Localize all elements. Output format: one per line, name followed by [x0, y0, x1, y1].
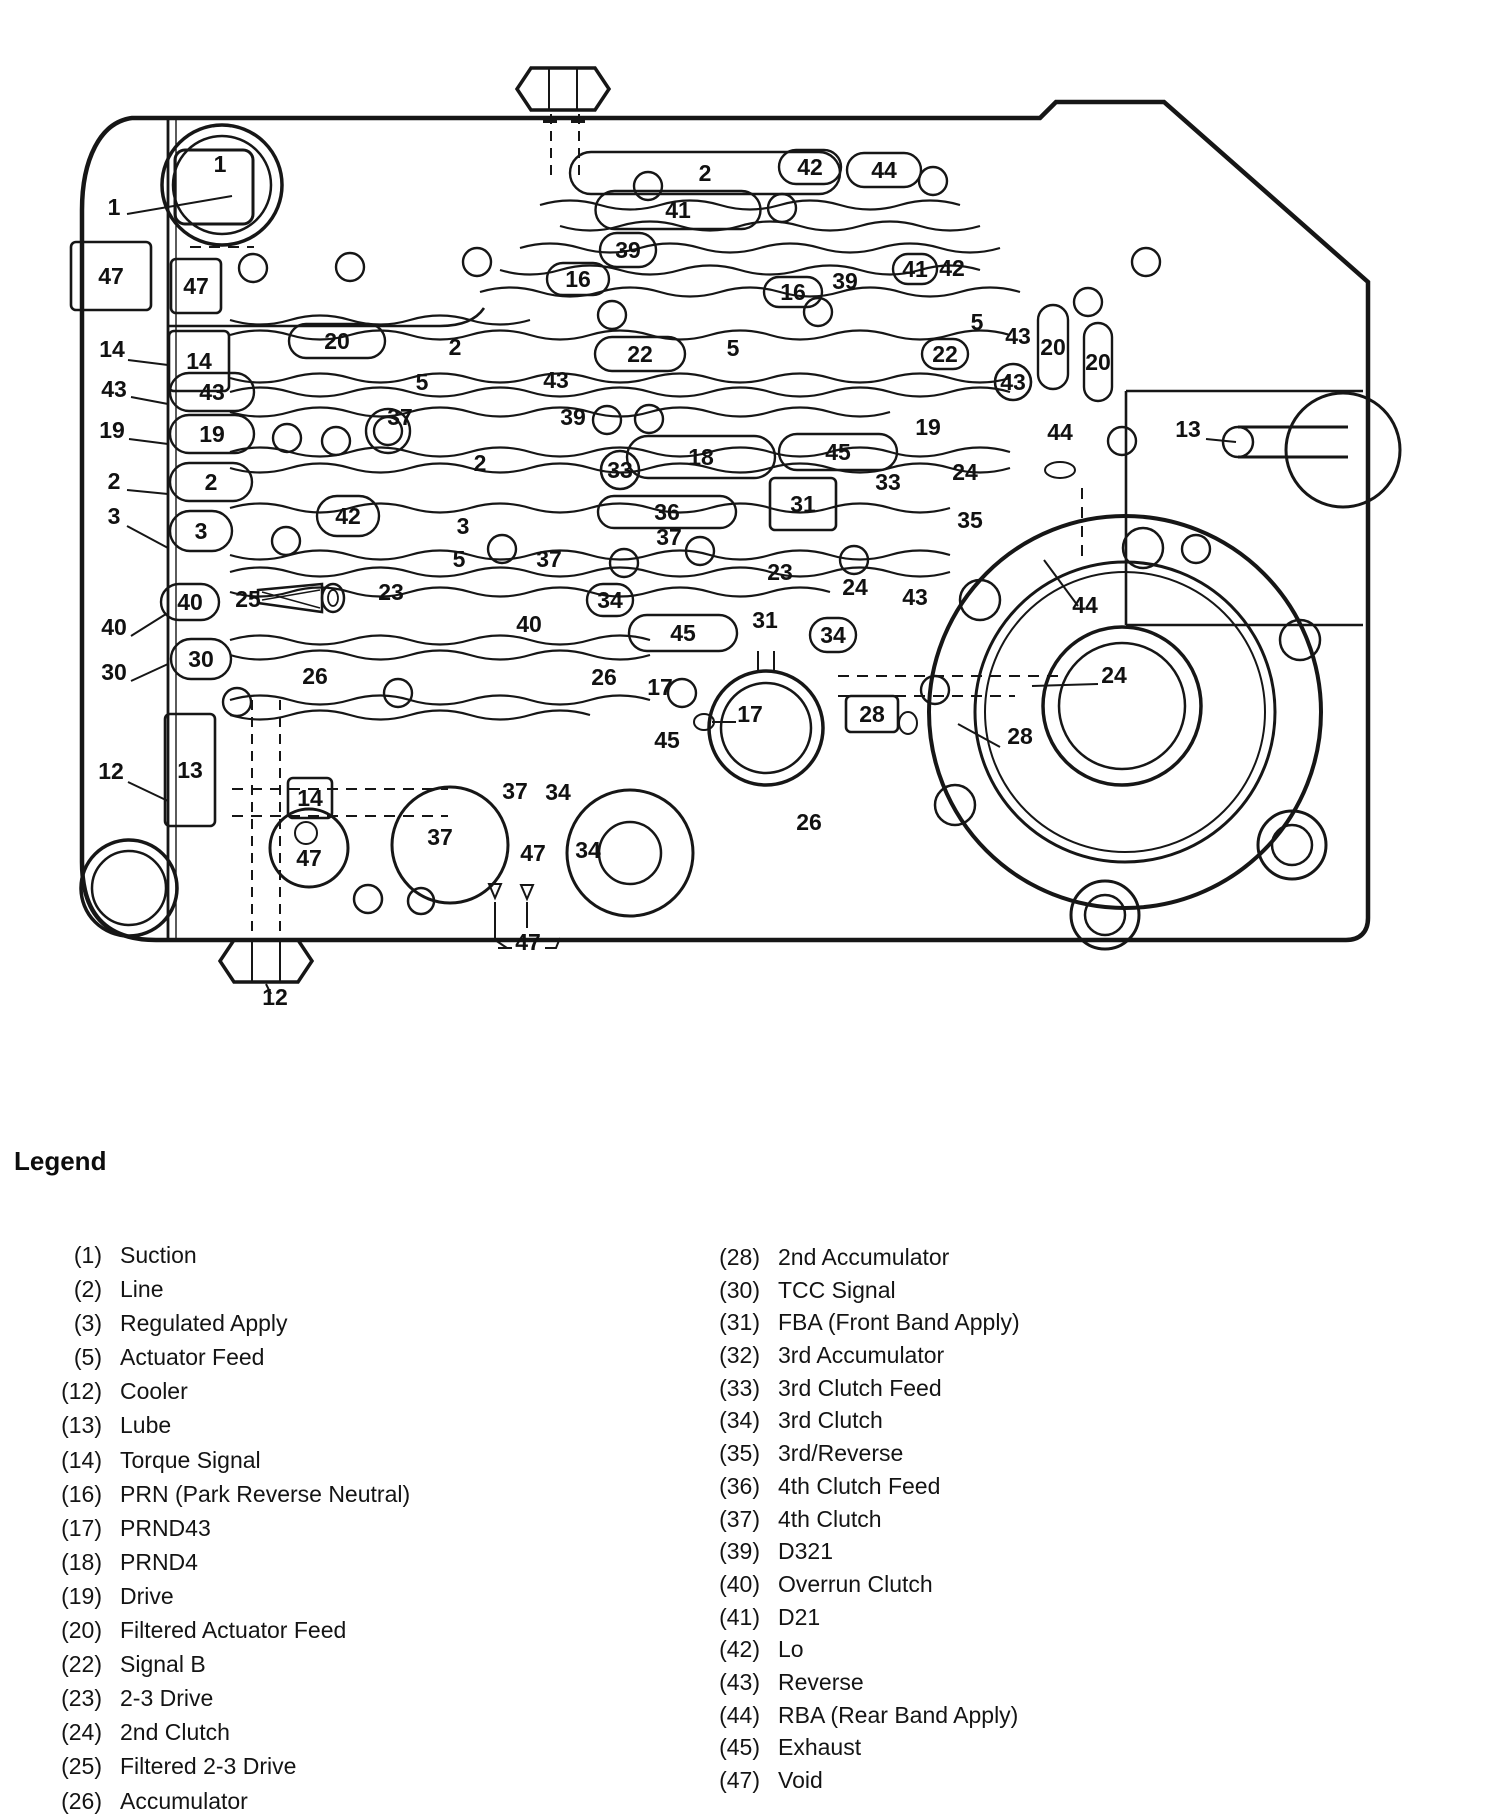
diagram-label: 47	[98, 263, 124, 289]
legend-item	[30, 1788, 410, 1820]
diagram-label: 5	[970, 309, 984, 335]
diagram-label: 41	[902, 256, 928, 282]
legend-item-number: (31)	[719, 1309, 760, 1336]
diagram-label: 37	[427, 824, 453, 850]
diagram-label: 2	[204, 469, 218, 495]
legend-item-label: Drive	[120, 1582, 174, 1609]
callout-label: 12	[98, 758, 124, 784]
legend-item-label: Torque Signal	[120, 1446, 261, 1473]
callout-label: 40	[101, 614, 127, 640]
diagram-label: 39	[615, 237, 641, 263]
diagram-label: 43	[543, 367, 569, 393]
legend-item-label: Filtered Actuator Feed	[120, 1617, 347, 1644]
diagram-label: 31	[790, 491, 816, 517]
legend-item	[30, 1481, 410, 1515]
legend-item-number: (30)	[719, 1276, 760, 1303]
legend-item-number: (20)	[61, 1617, 102, 1644]
legend-item-label: RBA (Rear Band Apply)	[778, 1701, 1019, 1728]
legend-item-number: (14)	[61, 1446, 102, 1473]
callout-label: 1	[107, 194, 121, 220]
diagram-label: 34	[820, 622, 846, 648]
legend-item	[30, 1412, 410, 1446]
legend-item	[30, 1685, 410, 1719]
legend-item-number: (44)	[719, 1701, 760, 1728]
legend-item-number: (22)	[61, 1651, 102, 1678]
legend-item-number: (17)	[61, 1514, 102, 1541]
diagram-label: 37	[536, 546, 562, 572]
diagram-label: 34	[597, 587, 623, 613]
diagram-label: 3	[194, 518, 208, 544]
legend-item-number: (24)	[61, 1719, 102, 1746]
legend-item-number: (42)	[719, 1636, 760, 1663]
legend-item-number: (16)	[61, 1480, 102, 1507]
legend-item-label: Overrun Clutch	[778, 1570, 933, 1597]
legend-item-number: (3)	[73, 1310, 102, 1337]
legend-item-label: Lube	[120, 1412, 172, 1439]
legend-item	[30, 1651, 410, 1685]
legend-item-number: (40)	[719, 1570, 760, 1597]
legend-item-number: (36)	[719, 1472, 760, 1499]
diagram-label: 41	[665, 197, 691, 223]
diagram-label: 24	[952, 459, 978, 485]
legend-item-number: (26)	[61, 1787, 102, 1814]
diagram-label: 14	[297, 785, 323, 811]
diagram-label: 37	[502, 778, 528, 804]
legend-item-number: (32)	[719, 1342, 760, 1369]
diagram-label: 44	[1072, 592, 1098, 618]
legend-item	[688, 1702, 1020, 1735]
diagram-label: 47	[515, 929, 541, 955]
diagram-label: 1	[213, 151, 227, 177]
legend-item-number: (33)	[719, 1374, 760, 1401]
diagram-label: 22	[932, 341, 958, 367]
legend-item-number: (47)	[719, 1767, 760, 1793]
diagram-label: 2	[448, 334, 462, 360]
diagram-label: 36	[654, 499, 680, 525]
diagram-label: 24	[1101, 662, 1127, 688]
legend-item	[30, 1617, 410, 1651]
diagram-label: 26	[302, 663, 328, 689]
diagram-label: 33	[607, 457, 633, 483]
legend-item-label: D321	[778, 1538, 833, 1565]
legend-item-number: (18)	[61, 1548, 102, 1575]
diagram-label: 20	[1040, 334, 1066, 360]
legend-item-label: 2nd Accumulator	[778, 1244, 950, 1270]
legend-item	[688, 1277, 1020, 1310]
diagram-label: 37	[387, 404, 413, 430]
legend-item	[688, 1767, 1020, 1800]
legend-item	[688, 1571, 1020, 1604]
diagram-number-labels	[98, 151, 1201, 1010]
diagram-label: 2	[698, 160, 712, 186]
legend-item-number: (28)	[719, 1244, 760, 1270]
callout-label: 3	[107, 503, 121, 529]
legend-item-label: Reverse	[778, 1668, 864, 1695]
legend-item	[688, 1342, 1020, 1375]
diagram-label: 42	[939, 255, 965, 281]
diagram-label: 5	[726, 335, 740, 361]
legend-item	[30, 1549, 410, 1583]
diagram-label: 17	[737, 701, 763, 727]
diagram-label: 43	[199, 379, 225, 405]
legend-title: Legend	[14, 1146, 107, 1176]
legend-left-column	[30, 1242, 410, 1820]
legend-item-label: Signal B	[120, 1651, 206, 1678]
legend-item-number: (35)	[719, 1440, 760, 1467]
diagram-label: 39	[560, 404, 586, 430]
diagram-label: 3	[456, 513, 470, 539]
legend-item	[688, 1309, 1020, 1342]
legend-item-label: Filtered 2-3 Drive	[120, 1753, 297, 1780]
callout-label: 13	[1175, 416, 1201, 442]
legend-item-label: 3rd Clutch	[778, 1407, 883, 1434]
legend-item-label: TCC Signal	[778, 1276, 896, 1303]
callout-label: 14	[99, 336, 125, 362]
diagram-label: 18	[688, 444, 714, 470]
legend-item-label: 3rd Accumulator	[778, 1342, 945, 1369]
diagram-label: 43	[1005, 323, 1031, 349]
diagram-label: 35	[957, 507, 983, 533]
diagram-label: 5	[452, 546, 466, 572]
diagram-label: 44	[1047, 419, 1073, 445]
legend-item	[30, 1242, 410, 1276]
legend-item-label: Exhaust	[778, 1734, 862, 1761]
diagram-label: 33	[875, 469, 901, 495]
diagram-label: 47	[520, 840, 546, 866]
legend-item-label: 2nd Clutch	[120, 1719, 230, 1746]
callout-label: 30	[101, 659, 127, 685]
diagram-label: 16	[780, 279, 806, 305]
legend-item	[30, 1515, 410, 1549]
diagram-label: 23	[767, 559, 793, 585]
diagram-label: 26	[796, 809, 822, 835]
accumulator-port-2	[899, 712, 917, 734]
legend-item	[688, 1604, 1020, 1637]
legend-item	[30, 1378, 410, 1412]
diagram-label: 44	[871, 157, 897, 183]
diagram-label: 39	[832, 268, 858, 294]
legend-item-label: 2-3 Drive	[120, 1685, 214, 1712]
top-bolt-icon	[517, 68, 609, 176]
legend-item-number: (12)	[61, 1378, 102, 1405]
diagram-label: 20	[324, 328, 350, 354]
diagram-label: 22	[627, 341, 653, 367]
legend-item-label: PRND4	[120, 1548, 198, 1575]
legend-item	[688, 1244, 1020, 1277]
diagram-label: 17	[647, 674, 673, 700]
legend-item-number: (34)	[719, 1407, 760, 1434]
callout-label: 43	[101, 376, 127, 402]
legend-item-number: (25)	[61, 1753, 102, 1780]
diagram-label: 28	[859, 701, 885, 727]
legend-item	[688, 1538, 1020, 1571]
diagram-label: 40	[177, 589, 203, 615]
legend-item	[688, 1636, 1020, 1669]
legend-item-number: (39)	[719, 1538, 760, 1565]
legend-item-label: 3rd/Reverse	[778, 1440, 904, 1467]
legend-item	[30, 1310, 410, 1344]
legend-item	[30, 1583, 410, 1617]
legend-item-label: Suction	[120, 1242, 197, 1268]
legend-item-label: 4th Clutch Feed	[778, 1472, 941, 1499]
diagram-label: 20	[1085, 349, 1111, 375]
legend-item	[688, 1407, 1020, 1440]
legend-item-number: (2)	[73, 1276, 102, 1303]
legend-item-label: Line	[120, 1276, 164, 1303]
legend-item-label: Cooler	[120, 1378, 188, 1405]
diagram-label: 43	[1000, 369, 1026, 395]
legend-item	[688, 1734, 1020, 1767]
legend-item	[688, 1440, 1020, 1473]
diagram-label: 37	[656, 524, 682, 550]
diagram-label: 45	[654, 727, 680, 753]
legend-item	[30, 1447, 410, 1481]
bores-and-ports	[81, 125, 1400, 949]
diagram-label: 26	[591, 664, 617, 690]
diagram-label: 31	[752, 607, 778, 633]
legend-item-number: (23)	[61, 1685, 102, 1712]
legend-item-number: (13)	[61, 1412, 102, 1439]
legend-item-number: (45)	[719, 1734, 760, 1761]
legend-item	[30, 1753, 410, 1787]
legend-item-label: Lo	[778, 1636, 804, 1663]
diagram-label: 5	[415, 369, 429, 395]
diagram-label: 19	[199, 421, 225, 447]
legend-right-column	[688, 1244, 1020, 1800]
diagram-label: 13	[177, 757, 203, 783]
legend-item-label: Regulated Apply	[120, 1310, 288, 1337]
legend-item	[30, 1344, 410, 1378]
legend-item-number: (5)	[73, 1344, 102, 1371]
legend-item	[688, 1669, 1020, 1702]
diagram-label: 34	[545, 779, 571, 805]
diagram-label: 24	[842, 574, 868, 600]
diagram-label: 14	[186, 348, 212, 374]
diagram-label: 42	[797, 154, 823, 180]
diagram-label: 16	[565, 266, 591, 292]
diagram-label: 28	[1007, 723, 1033, 749]
legend-item-label: D21	[778, 1603, 821, 1630]
diagram-label: 23	[378, 579, 404, 605]
diagram-label: 47	[183, 273, 209, 299]
diagram-label: 2	[473, 450, 487, 476]
legend-item-number: (19)	[61, 1582, 102, 1609]
legend-item	[30, 1276, 410, 1310]
legend-item-number: (41)	[719, 1603, 760, 1630]
diagram-label: 43	[902, 584, 928, 610]
legend-item	[30, 1719, 410, 1753]
diagram-label: 25	[235, 586, 261, 612]
callout-label: 19	[99, 417, 125, 443]
diagram-label: 34	[575, 837, 601, 863]
legend-item	[688, 1506, 1020, 1539]
legend-item-label: PRN (Park Reverse Neutral)	[120, 1480, 411, 1507]
void-lug	[489, 884, 501, 898]
legend-item	[688, 1473, 1020, 1506]
legend-item-number: (37)	[719, 1505, 760, 1532]
legend-item-label: Accumulator	[120, 1787, 248, 1814]
legend-item-label: FBA (Front Band Apply)	[778, 1309, 1020, 1336]
diagram-label: 45	[670, 620, 696, 646]
legend-item-label: PRND43	[120, 1514, 211, 1541]
diagram-label: 40	[516, 611, 542, 637]
legend-item-label: 4th Clutch	[778, 1505, 882, 1532]
callout-label: 2	[107, 468, 121, 494]
legend-item-label: 3rd Clutch Feed	[778, 1374, 942, 1401]
legend-item-label: Actuator Feed	[120, 1344, 265, 1371]
void-lug	[521, 885, 533, 899]
diagram-label: 45	[825, 439, 851, 465]
diagram-label: 47	[296, 845, 322, 871]
legend-item-number: (43)	[719, 1668, 760, 1695]
legend-item-label: Void	[778, 1767, 823, 1793]
diagram-label: 42	[335, 503, 361, 529]
legend-item-number: (1)	[73, 1242, 102, 1268]
legend-item	[688, 1375, 1020, 1408]
diagram-label: 30	[188, 646, 214, 672]
callout-label: 12	[262, 984, 288, 1010]
diagram-label: 19	[915, 414, 941, 440]
rba-port	[1045, 462, 1075, 478]
